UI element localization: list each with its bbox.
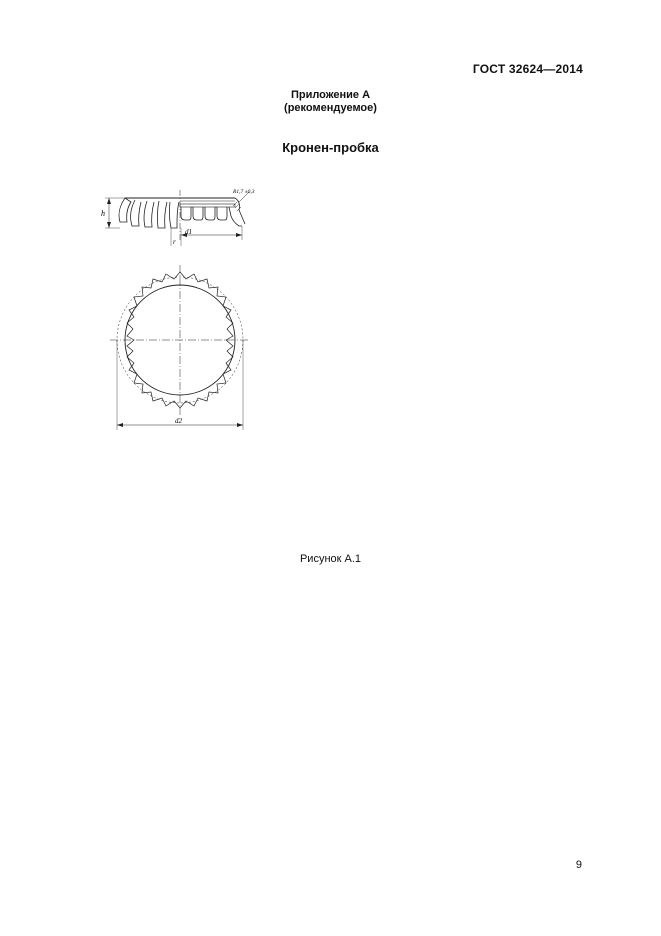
label-h: h <box>101 209 105 218</box>
side-view <box>105 190 249 246</box>
document-code: ГОСТ 32624—2014 <box>472 62 583 76</box>
figure-caption: Рисунок А.1 <box>299 553 362 565</box>
appendix-status: (рекомендуемое) <box>284 102 377 114</box>
label-r: r <box>173 238 176 246</box>
section-title: Кронен-пробка <box>282 140 379 155</box>
label-d2: d2 <box>175 417 182 425</box>
page-number: 9 <box>575 859 582 871</box>
top-view <box>110 265 250 430</box>
label-d1: d1 <box>185 228 192 236</box>
crown-cap-drawing <box>95 180 265 445</box>
appendix-heading <box>0 89 661 115</box>
crown-cap-svg <box>95 180 265 440</box>
appendix-title: Приложение А <box>290 89 371 101</box>
label-radius-note: R1,7 ±0,3 <box>233 189 255 195</box>
